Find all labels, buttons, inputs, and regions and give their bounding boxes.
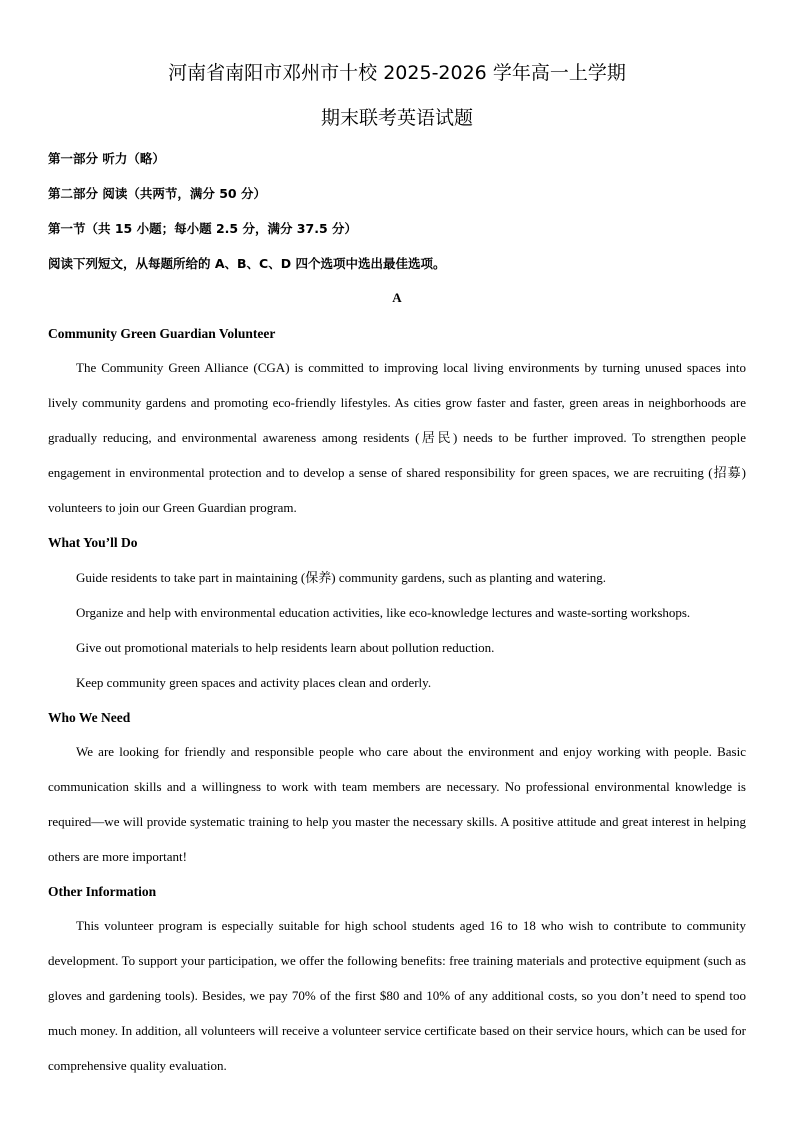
what-heading: What You’ll Do	[48, 535, 138, 550]
intro-paragraph: The Community Green Alliance (CGA) is committed to improving local living environments by turning unused spaces into lively community gardens and promoting eco-friendly lifestyles. As cities grow faster and faster, green areas in neighborhoods are gradually reducing, and environmental awareness among residents (居民) needs to be further improved. To strengthen people engagement in environmental protection and to develop a sense of shared responsibility for green spaces, we are recruiting (招募) volunteers to join our Green Guardian program.	[48, 360, 746, 515]
page-title-line1: 河南省南阳市邓州市十校 2025-2026 学年高一上学期	[168, 62, 626, 84]
what-item-2: Organize and help with environmental education activities, like eco-knowledge lectures and waste-sorting workshops.	[76, 605, 691, 620]
page-title-line2: 期末联考英语试题	[320, 107, 473, 129]
passage-label: A	[392, 290, 402, 305]
what-item-3: Give out promotional materials to help residents learn about pollution reduction.	[76, 640, 495, 655]
who-paragraph: We are looking for friendly and responsible people who care about the environment and enjoy working with people. Basic communication skills and a willingness to work with team members are necessary. No professional environmental knowledge is required—we will provide systematic training to help you master the necessary skills. A positive attitude and great interest in helping others are more important!	[48, 744, 746, 864]
other-paragraph: This volunteer program is especially suitable for high school students aged 16 to 18 who wish to contribute to community development. To support your participation, we offer the following benefits: free training materials and protective equipment (such as gloves and gardening tools). Besides, we pay 70% of the first $80 and 10% of any additional costs, so you don’t need to spend too much money. In addition, all volunteers will receive a volunteer service certificate based on their service hours, which can be used for comprehensive quality evaluation.	[48, 918, 746, 1073]
other-heading: Other Information	[48, 884, 157, 899]
who-heading: Who We Need	[48, 710, 131, 725]
instruction-text: 阅读下列短文，从每题所给的 A、B、C、D 四个选项中选出最佳选项。	[48, 256, 446, 271]
section1-heading: 第一节（共 15 小题；每小题 2.5 分，满分 37.5 分）	[48, 221, 357, 236]
what-item-1: Guide residents to take part in maintaining (保养) community gardens, such as planting and watering.	[76, 570, 606, 585]
what-item-4: Keep community green spaces and activity places clean and orderly.	[76, 675, 432, 690]
part2-heading: 第二部分 阅读（共两节，满分 50 分）	[48, 186, 266, 201]
part1-heading: 第一部分 听力（略）	[48, 151, 165, 166]
passage-title: Community Green Guardian Volunteer	[48, 326, 276, 341]
